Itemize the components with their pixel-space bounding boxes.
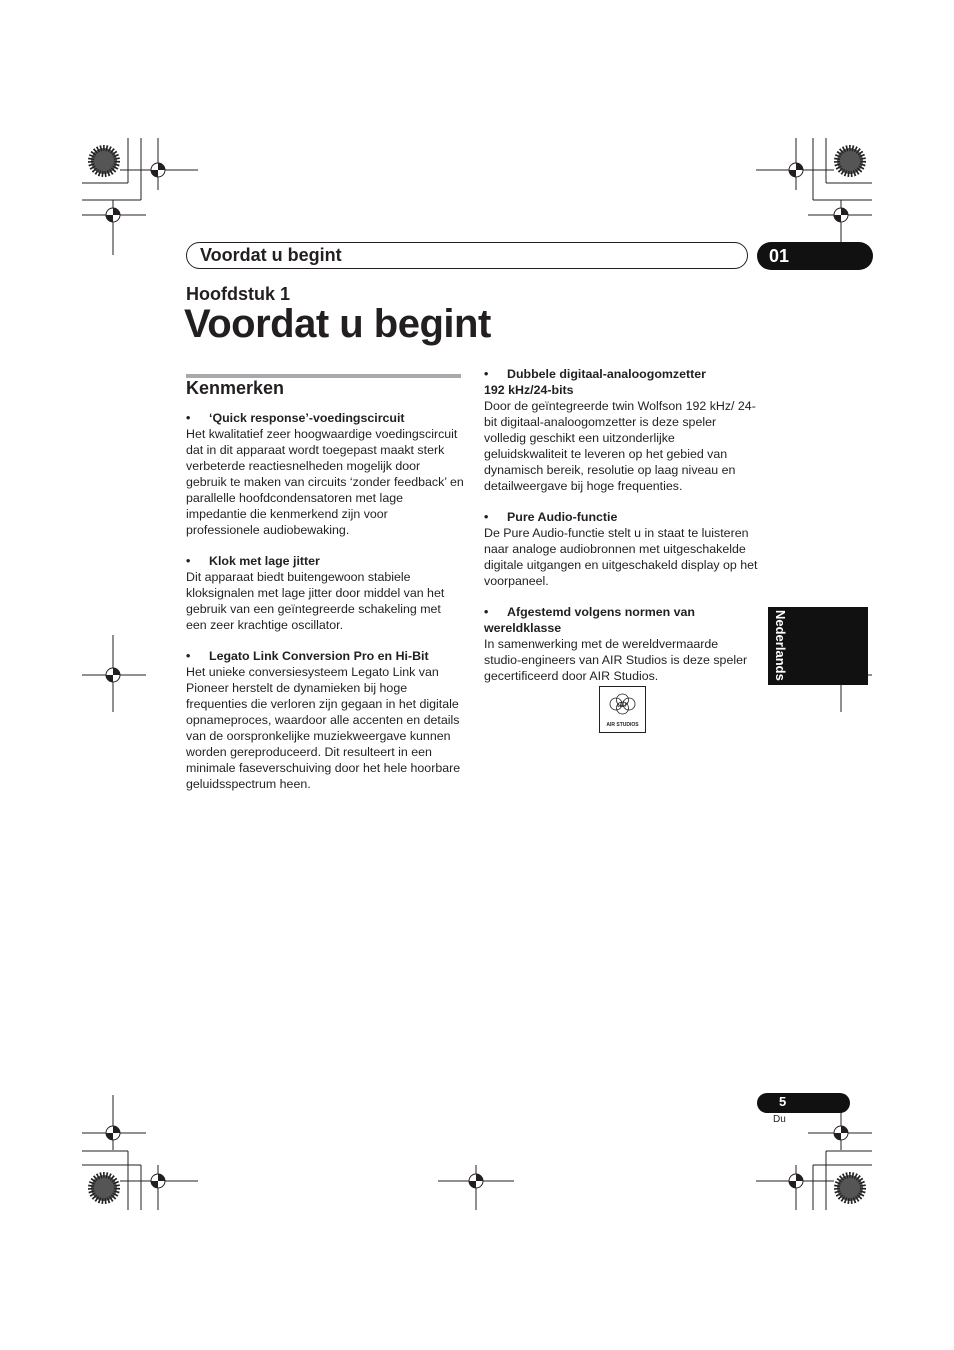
feature-title-text: Afgestemd volgens normen van [507, 605, 695, 619]
feature-title-text: ‘Quick response’-voedingscircuit [209, 411, 405, 425]
feature-title [484, 604, 758, 620]
feature-title [186, 648, 464, 664]
feature-body: Het unieke conversiesysteem Legato Link van Pioneer herstelt de dynamieken bij hoge frequenties die verloren zijn gegaan in het digitale opnameproces, waardoor alle accenten en details van de oorspronkelijke muziekweergave kunnen worden gereproduceerd. Dit resulteert in een minimale faseverschuiving door het hele hoorbare geluidsspectrum heen. [186, 665, 461, 791]
language-code: Du [773, 1114, 786, 1125]
feature-item [186, 410, 464, 538]
feature-body: Het kwalitatief zeer hoogwaardige voedingscircuit dat in dit apparaat wordt toegepast maakt sterk verbeterde reactiesnelheden mogelijk door gebruik te maken van circuits ‘zonder feedback’ en parallelle hoofdcondensatoren met lage impedantie die kenmerkend zijn voor professionele audiobewaking. [186, 427, 464, 537]
header-title: Voordat u begint [200, 245, 342, 265]
language-tab-label [770, 610, 788, 682]
language-tab-text: Nederlands [773, 610, 788, 681]
chapter-number: 01 [769, 246, 790, 266]
feature-title-text: Pure Audio-functie [507, 510, 618, 524]
feature-title-text: Legato Link Conversion Pro en Hi-Bit [209, 649, 429, 663]
logo-text: AIR STUDIOS [606, 722, 639, 728]
feature-title-text: Klok met lage jitter [209, 554, 320, 568]
feature-title-line2: wereldklasse [484, 621, 562, 635]
bullet: • [484, 367, 489, 381]
chapter-label: Hoofdstuk 1 [186, 284, 291, 304]
page-number-pill [757, 1093, 850, 1113]
left-column [186, 410, 464, 807]
feature-item [186, 553, 464, 633]
page-title: Voordat u begint [184, 302, 491, 346]
feature-title [484, 509, 758, 525]
feature-body: De Pure Audio-functie stelt u in staat te luisteren naar analoge audiobronnen met uitgeschakelde digitale uitgangen en uitgeschakeld display op het voorpaneel. [484, 526, 758, 588]
feature-title [186, 410, 464, 426]
feature-body: Door de geïntegreerde twin Wolfson 192 kHz/ 24-bit digitaal-analoogomzetter is deze speler volledig geschikt een uitzonderlijke geluidskwaliteit te leveren op het gebied van dynamisch bereik, resolutie op laag niveau en detailweergave bij hoge frequenties. [484, 399, 756, 493]
air-studios-logo [599, 686, 646, 733]
feature-body: In samenwerking met de wereldvermaarde studio-engineers van AIR Studios is deze speler gecertificeerd door AIR Studios. [484, 637, 748, 683]
feature-item [484, 604, 758, 684]
feature-body: Dit apparaat biedt buitengewoon stabiele kloksignalen met lage jitter door middel van het gebruik van een geïntegreerde schakeling met een zeer krachtige oscillator. [186, 570, 445, 632]
feature-title [186, 553, 464, 569]
right-column [484, 366, 758, 699]
bullet: • [484, 510, 489, 524]
bullet: • [484, 605, 489, 619]
feature-item [186, 648, 464, 792]
feature-item [484, 509, 758, 589]
feature-title-line2: 192 kHz/24-bits [484, 383, 574, 397]
feature-title-text: Dubbele digitaal-analoogomzetter [507, 367, 706, 381]
bullet: • [186, 649, 191, 663]
page-number: 5 [779, 1094, 787, 1109]
feature-item [484, 366, 758, 494]
bullet: • [186, 411, 191, 425]
bullet: • [186, 554, 191, 568]
feature-title [484, 366, 758, 382]
section-heading: Kenmerken [186, 378, 285, 398]
air-studios-emblem-icon [600, 687, 645, 732]
logo-mark: air [617, 699, 628, 709]
